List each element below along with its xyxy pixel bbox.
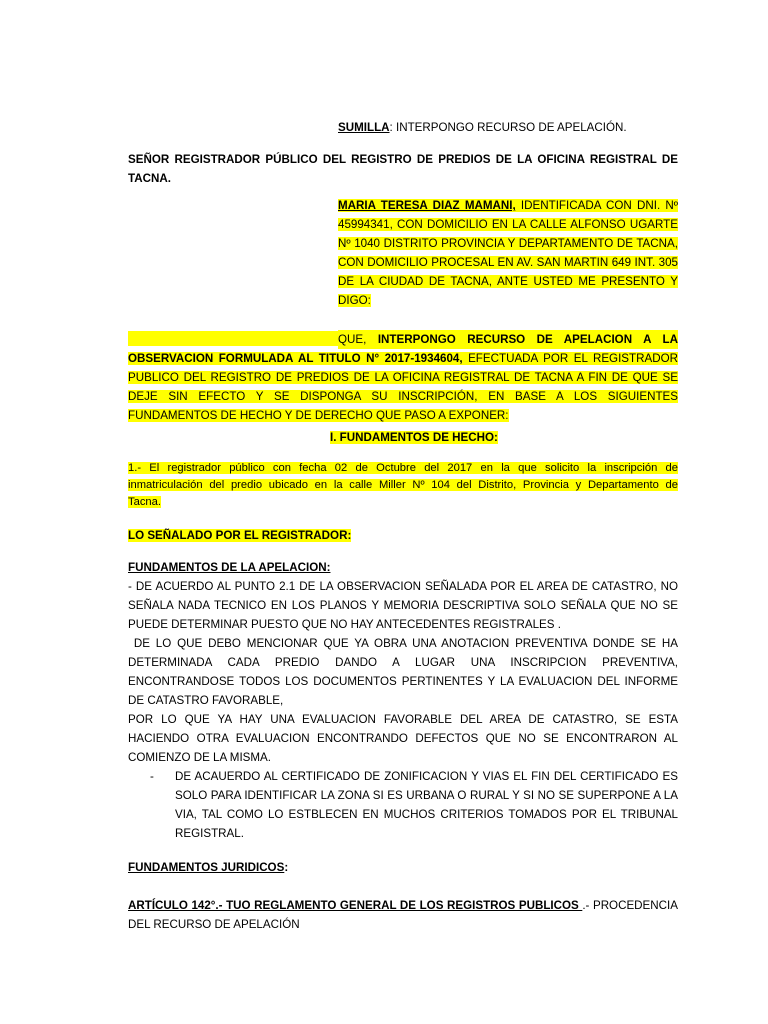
appeal-line: ENCONTRANDOSE TODOS LOS DOCUMENTOS PERTINENTES Y LA EVALUACION DEL INFORME [128, 675, 678, 688]
bullet-line: VIA, TAL COMO LO ESTBLECEN EN MUCHOS CRITERIOS TOMADOS POR EL TRIBUNAL [175, 808, 678, 821]
petitioner-block [338, 196, 678, 310]
appeal-line: PUEDE DETERMINAR PUESTO QUE NO HAY ANTECEDENTES REGISTRALES . [128, 618, 561, 631]
appeal-line: DE LO QUE DEBO MENCIONAR QUE YA OBRA UNA ANOTACION PREVENTIVA DONDE SE HA [128, 637, 678, 650]
legal-heading [128, 858, 288, 877]
fact1-line3: Tacna. [128, 496, 161, 508]
fact1-line2: inmatriculación del predio ubicado en la calle Miller Nº 104 del Distrito, Provincia y Departamento de [128, 479, 678, 491]
appeal-line: DETERMINADA CADA PREDIO DANDO A LUGAR UNA INSCRIPCION PREVENTIVA, [128, 656, 678, 669]
appeal-body [128, 577, 678, 767]
appeal-line: DE CATASTRO FAVORABLE, [128, 694, 284, 707]
bullet-line: REGISTRAL. [175, 827, 244, 840]
petitioner-line-3: CON DOMICILIO PROCESAL EN AV. SAN MARTIN 649 INT. 305 [338, 256, 678, 269]
bullet-line: DE ACAUERDO AL CERTIFICADO DE ZONIFICACION Y VIAS EL FIN DEL CERTIFICADO ES [175, 770, 678, 783]
article-block [128, 896, 678, 934]
request-bold1: INTERPONGO RECURSO DE APELACION A LA [377, 333, 678, 346]
sumilla [338, 118, 627, 137]
article-line2: DEL RECURSO DE APELACIÓN [128, 918, 300, 931]
legal-heading-text: FUNDAMENTOS JURIDICOS [128, 861, 285, 874]
request-que: QUE, [338, 333, 378, 346]
request-line4: DEJE SIN EFECTO Y SE DISPONGA SU INSCRIPCIÓN, EN BASE A LOS SIGUIENTES [128, 390, 678, 403]
fact1-line1: 1.- El registrador público con fecha 02 de Octubre del 2017 en la que solicito la inscripción de [128, 462, 678, 474]
request-paragraph [128, 330, 678, 425]
bullet-marker: - [150, 770, 154, 783]
article-rest: .- PROCEDENCIA [582, 899, 678, 912]
petitioner-name: MARIA TERESA DIAZ MAMANI, [338, 199, 516, 212]
bullet-item [175, 767, 678, 843]
sumilla-text: : INTERPONGO RECURSO DE APELACIÓN. [389, 121, 627, 134]
petitioner-line-4: DE LA CIUDAD DE TACNA, ANTE USTED ME PRESENTO Y [338, 275, 678, 288]
appeal-line: SEÑALA NADA TECNICO EN LOS PLANOS Y MEMORIA DESCRIPTIVA SOLO SEÑALA QUE NO SE [128, 599, 678, 612]
petitioner-line-1: 45994341, CON DOMICILIO EN LA CALLE ALFONSO UGARTE [338, 218, 678, 231]
appeal-line: COMIENZO DE LA MISMA. [128, 751, 272, 764]
highlight-indent [128, 331, 338, 346]
petitioner-line-2: Nº 1040 DISTRITO PROVINCIA Y DEPARTAMENTO DE TACNA, [338, 237, 678, 250]
article-title: ARTÍCULO 142°.- TUO REGLAMENTO GENERAL DE LOS REGISTROS PUBLICOS [128, 899, 583, 912]
appeal-heading: FUNDAMENTOS DE LA APELACION: [128, 561, 331, 574]
request-line3: PUBLICO DEL REGISTRO DE PREDIOS DE LA OFICINA REGISTRAL DE TACNA A FIN DE QUE SE [128, 371, 678, 384]
appeal-line: - DE ACUERDO AL PUNTO 2.1 DE LA OBSERVACION SEÑALADA POR EL AREA DE CATASTRO, NO [128, 580, 678, 593]
request-rest1: EFECTUADA POR EL REGISTRADOR [462, 352, 678, 365]
legal-heading-colon: : [284, 861, 289, 874]
request-bold2: OBSERVACION FORMULADA AL TITULO N° 2017-1934604, [128, 352, 463, 365]
addressee: SEÑOR REGISTRADOR PÚBLICO DEL REGISTRO DE PREDIOS DE LA OFICINA REGISTRAL DE TACNA. [128, 153, 678, 185]
section-heading [330, 428, 498, 447]
bullet-line: SOLO PARA IDENTIFICAR LA ZONA SI ES URBANA O RURAL Y SI NO SE SUPERPONE A LA [175, 789, 678, 802]
request-line5: FUNDAMENTOS DE HECHO Y DE DERECHO QUE PASO A EXPONER: [128, 409, 509, 422]
appeal-line: POR LO QUE YA HAY UNA EVALUACION FAVORABLE DEL AREA DE CATASTRO, SE ESTA [128, 713, 678, 726]
registrar-heading-text: LO SEÑALADO POR EL REGISTRADOR: [128, 529, 352, 542]
appeal-line: HACIENDO OTRA EVALUACION ENCONTRANDO DEFECTOS QUE NO SE ENCONTRARON AL [128, 732, 678, 745]
petitioner-line-0: IDENTIFICADA CON DNI. Nº [515, 199, 678, 212]
sumilla-label: SUMILLA [338, 121, 390, 134]
registrar-heading [128, 526, 351, 545]
section-heading-text: I. FUNDAMENTOS DE HECHO: [330, 431, 498, 444]
petitioner-line-5: DIGO: [338, 294, 371, 307]
fact-1 [128, 460, 678, 511]
